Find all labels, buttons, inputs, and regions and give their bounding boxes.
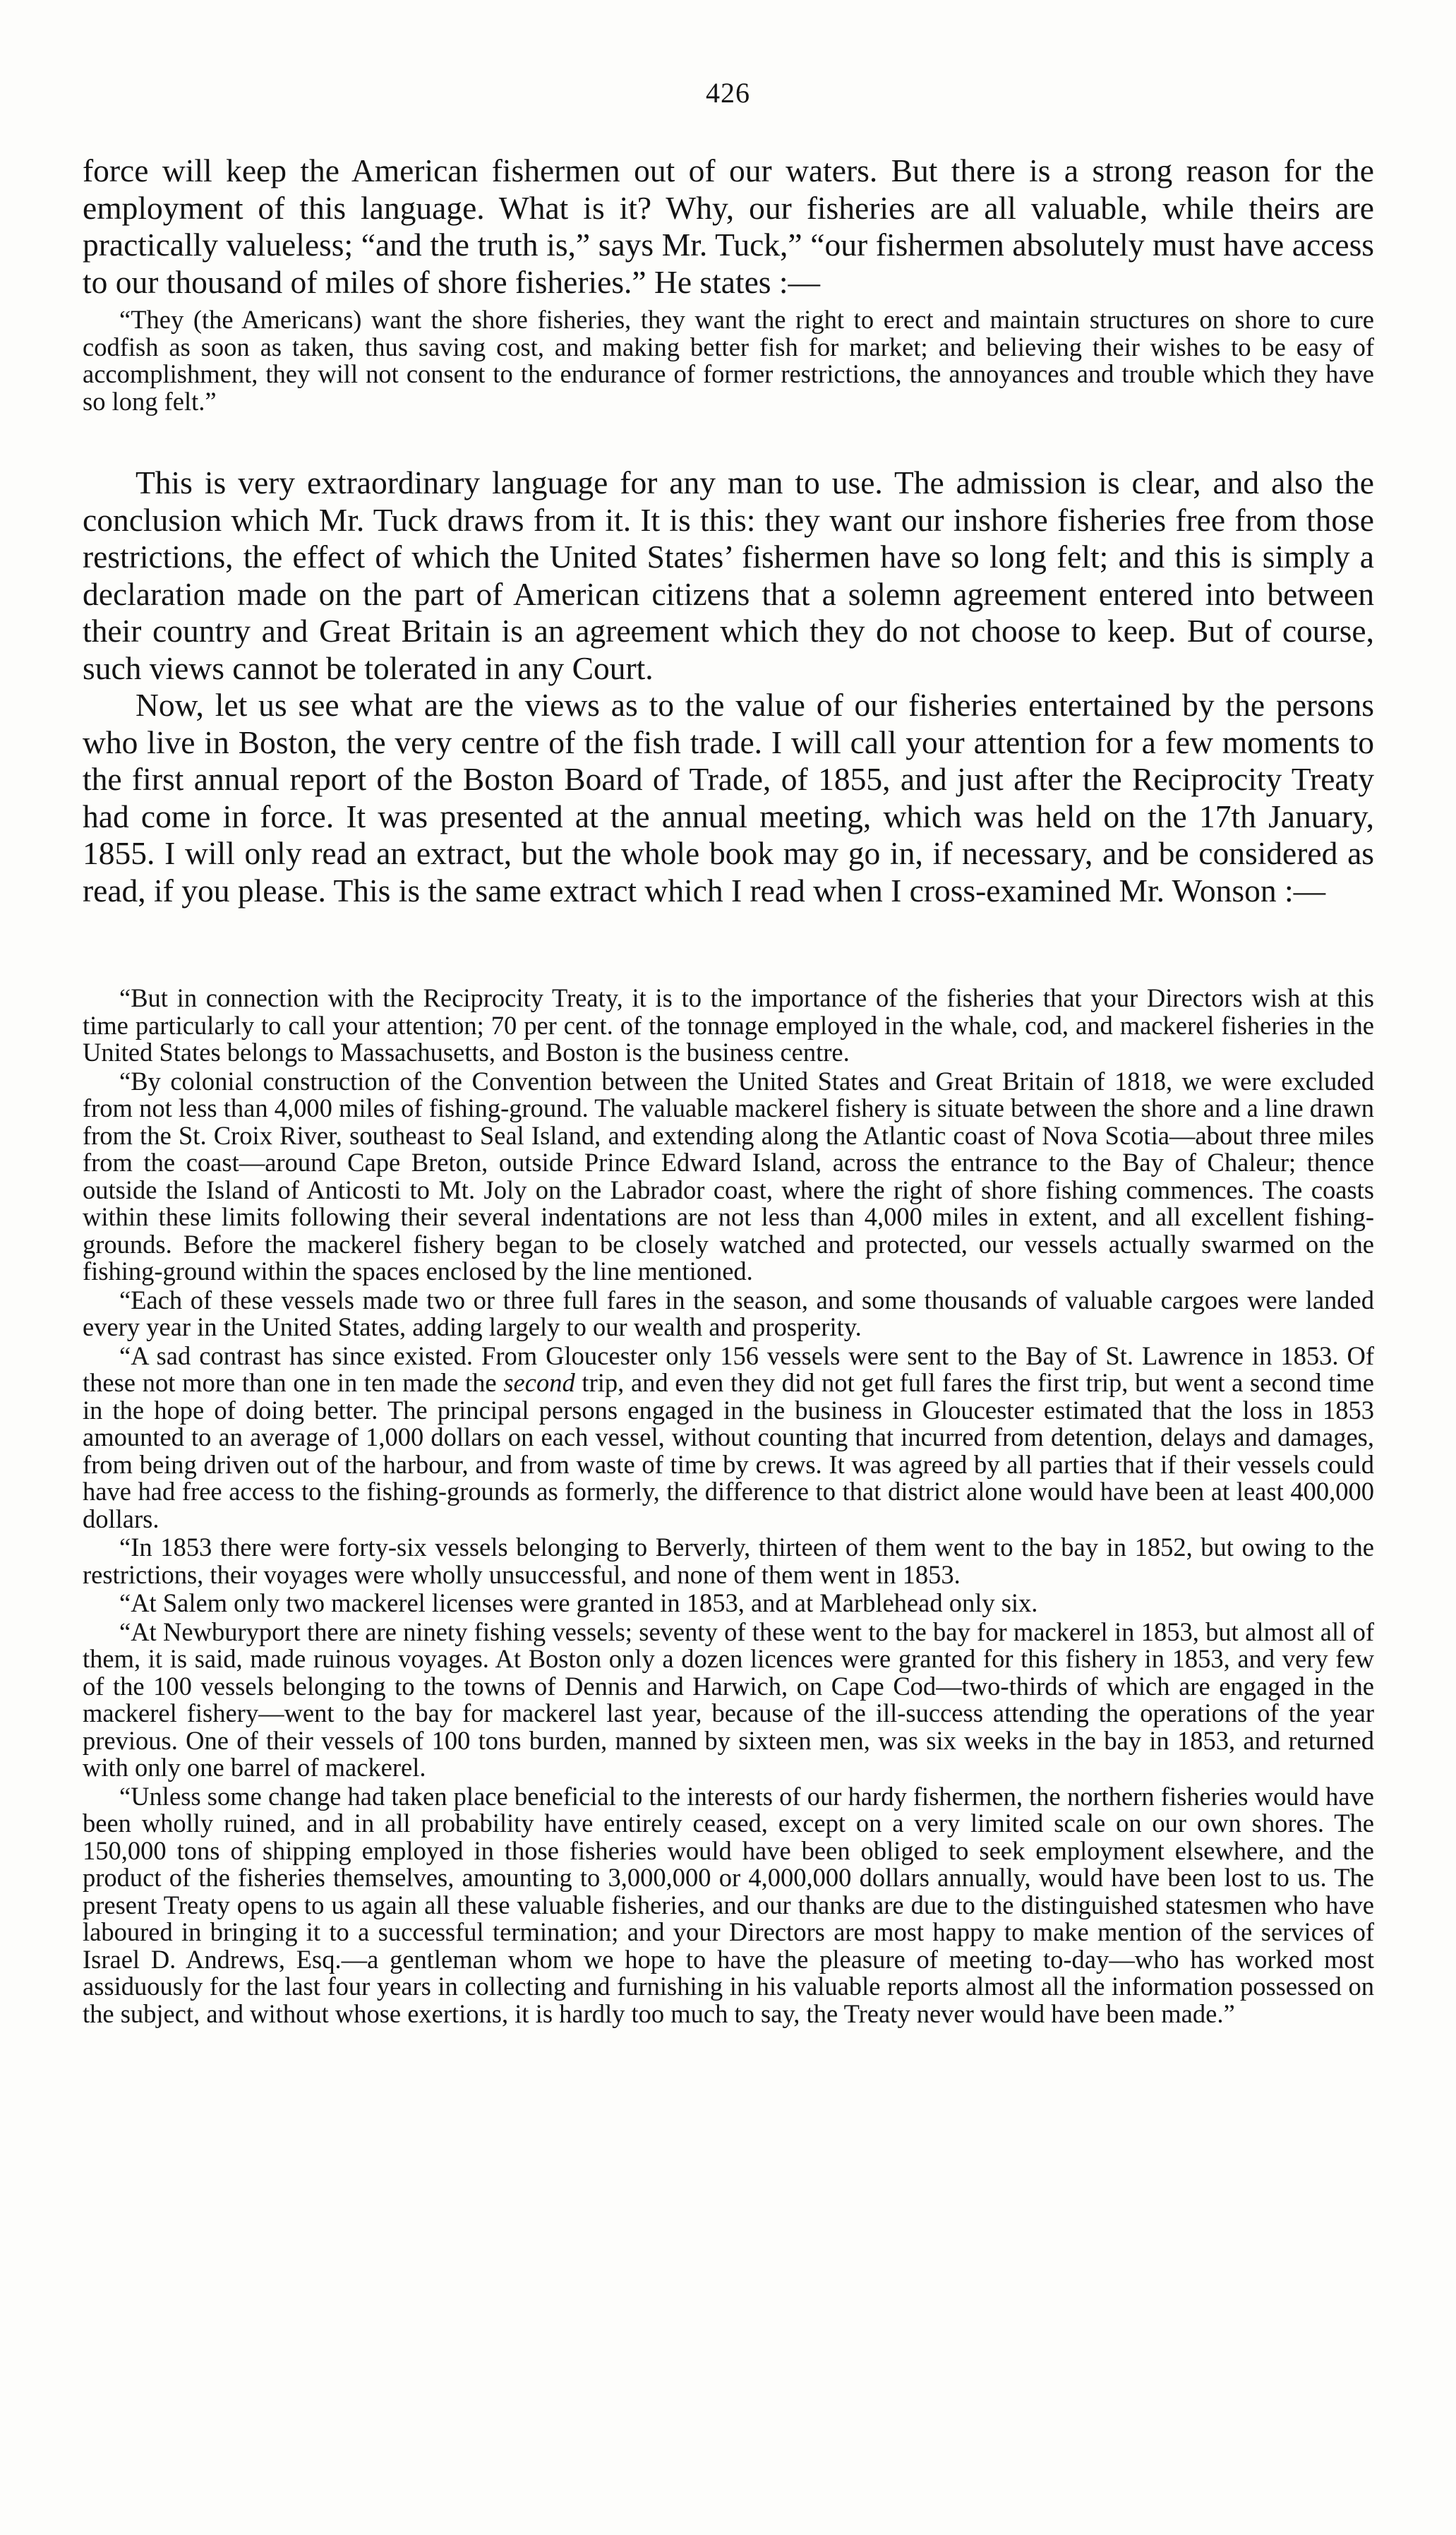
paragraph-continuation: force will keep the American fishermen out of our waters. But there is a strong reason for the employment of this language. What is it? Why, our fisheries are all valuable, while theirs are practically valueless; “and the truth is,” says Mr. Tuck,” “our fishermen absolutely must have access to our thousand of miles of shore fisheries.” He states :— — [83, 152, 1374, 300]
extract-paragraph-salem: “At Salem only two mackerel licenses were granted in 1853, and at Marblehead only six. — [119, 1588, 1038, 1617]
paragraph-boston-views: Now, let us see what are the views as to the value of our fisheries entertained by the persons who live in Boston, the very centre of the fish trade. I will call your attention for a few moments to the first annual report of the Boston Board of Trade, of 1855, and just after the Reciprocity Treaty had come in force. It was presented at the annual meeting, which was held on the 17th January, 1855. I will only read an extract, but the whole book may go in, if necessary, and be considered as read, if you please. This is the same extract which I read when I cross-examined Mr. Wonson :— — [83, 687, 1374, 909]
argument-text-block — [83, 465, 1374, 909]
paragraph-extraordinary-language: This is very extraordinary language for any man to use. The admission is clear, and also the conclusion which Mr. Tuck draws from it. It is this: they want our inshore fisheries free from those restrictions, the effect of which the United States’ fishermen have so long felt; and this is simply a declaration made on the part of American citizens that a solemn agreement entered into between their country and Great Britain is an agreement which they do not choose to keep. But of course, such views cannot be tolerated in any Court. — [83, 465, 1374, 686]
quotation-paragraph: “They (the Americans) want the shore fisheries, they want the right to erect and maintain structures on shore to cure codfish as soon as taken, thus saving cost, and making better fish for market; and believing their wishes to be easy of accomplishment, they will not consent to the endurance of former restrictions, the annoyances and trouble which they have so long felt.” — [83, 305, 1374, 416]
emphasis-second: second — [503, 1368, 575, 1397]
boston-board-extract — [83, 985, 1374, 2029]
extract-paragraph-newburyport: “At Newburyport there are ninety fishing vessels; seventy of these went to the bay for mackerel in 1853, but almost all of them, it is said, made ruinous voyages. At Boston only a dozen licences were granted for this fishery in 1853, and very few of the 100 vessels belonging to the towns of Dennis and Harwich, on Cape Cod—two-thirds of which are engaged in the mackerel fishery—went to the bay for mackerel last year, because of the ill-success attending the operations of the year previous. One of their vessels of 100 tons burden, manned by sixteen men, was six weeks in the bay in 1853, and returned with only one barrel of mackerel. — [83, 1617, 1374, 1782]
extract-paragraph-gloucester — [83, 1343, 1374, 1533]
gloucester-text-end: trip, and even they did not get full fares the first trip, but went a second time in the hope of doing better. The principal persons engaged in the business in Gloucester estimated that the loss in 1853 amounted to an average of 1,000 dollars on each vessel, without counting that incurred from detention, delays and damages, from being driven out of the harbour, and from waste of time by crews. It was agreed by all parties that if their vessels could have had free access to the fishing-grounds as formerly, the difference to that district alone would have been at least 400,000 dollars. — [83, 1368, 1375, 1533]
extract-paragraph-fares: “Each of these vessels made two or three full fares in the season, and some thousands of valuable cargoes were landed every year in the United States, adding largely to our wealth and prosperity. — [83, 1285, 1374, 1341]
extract-paragraph-treaty: “Unless some change had taken place beneficial to the interests of our hardy fishermen, the northern fisheries would have been wholly ruined, and in all probability have entirely ceased, except on a very limited scale on our own shores. The 150,000 tons of shipping employed in those fisheries would have been obliged to seek employment elsewhere, and the product of the fisheries themselves, amounting to 3,000,000 or 4,000,000 dollars annually, would have been lost to us. The present Treaty opens to us again all these valuable fisheries, and our thanks are due to the distinguished statesmen who have laboured in bringing it to a successful termination; and your Directors are most happy to make mention of the services of Israel D. Andrews, Esq.—a gentleman whom we hope to have the pleasure of meeting to-day—who has worked most assiduously for the last four years in collecting and furnishing in his valuable reports almost all the information possessed on the subject, and without whose exertions, it is hardly too much to say, the Treaty never would have been made.” — [83, 1781, 1374, 2028]
extract-paragraph-reciprocity: “But in connection with the Reciprocity Treaty, it is to the importance of the fisheries that your Directors wish at this time particularly to call your attention; 70 per cent. of the tonnage employed in the whale, cod, and mackerel fisheries in the United States belongs to Massachusetts, and Boston is the business centre. — [83, 983, 1374, 1067]
extract-paragraph-beverly: “In 1853 there were forty-six vessels belonging to Berverly, thirteen of them went to the bay in 1852, but owing to the restrictions, their voyages were wholly unsuccessful, and none of them went in 1853. — [83, 1533, 1374, 1589]
tuck-quotation — [83, 306, 1374, 416]
extract-paragraph-convention: “By colonial construction of the Convention between the United States and Great Britain of 1818, we were excluded from not less than 4,000 miles of fishing-ground. The valuable mackerel fishery is situate between the shore and a line drawn from the St. Croix River, southeast to Seal Island, and extending along the Atlantic coast of Nova Scotia—about three miles from the coast—around Cape Breton, outside Prince Edward Island, across the entrance to the Bay of Chaleur; thence outside the Island of Anticosti to Mt. Joly on the Labrador coast, where the right of shore fishing commences. The coasts within these limits following their several indentations are not less than 4,000 miles in extent, and all excellent fishing-grounds. Before the mackerel fishery began to be closely watched and protected, our vessels actually swarmed on the fishing-ground within the spaces enclosed by the line mentioned. — [83, 1066, 1374, 1286]
page-number: 426 — [706, 77, 750, 109]
opening-text-block — [83, 152, 1374, 301]
gloucester-text-start: “A sad contrast has since existed. From Gloucester only 156 vessels were sent to the Bay of St. Lawrence in 1853. Of these not more than one in ten made the — [83, 1341, 1374, 1397]
